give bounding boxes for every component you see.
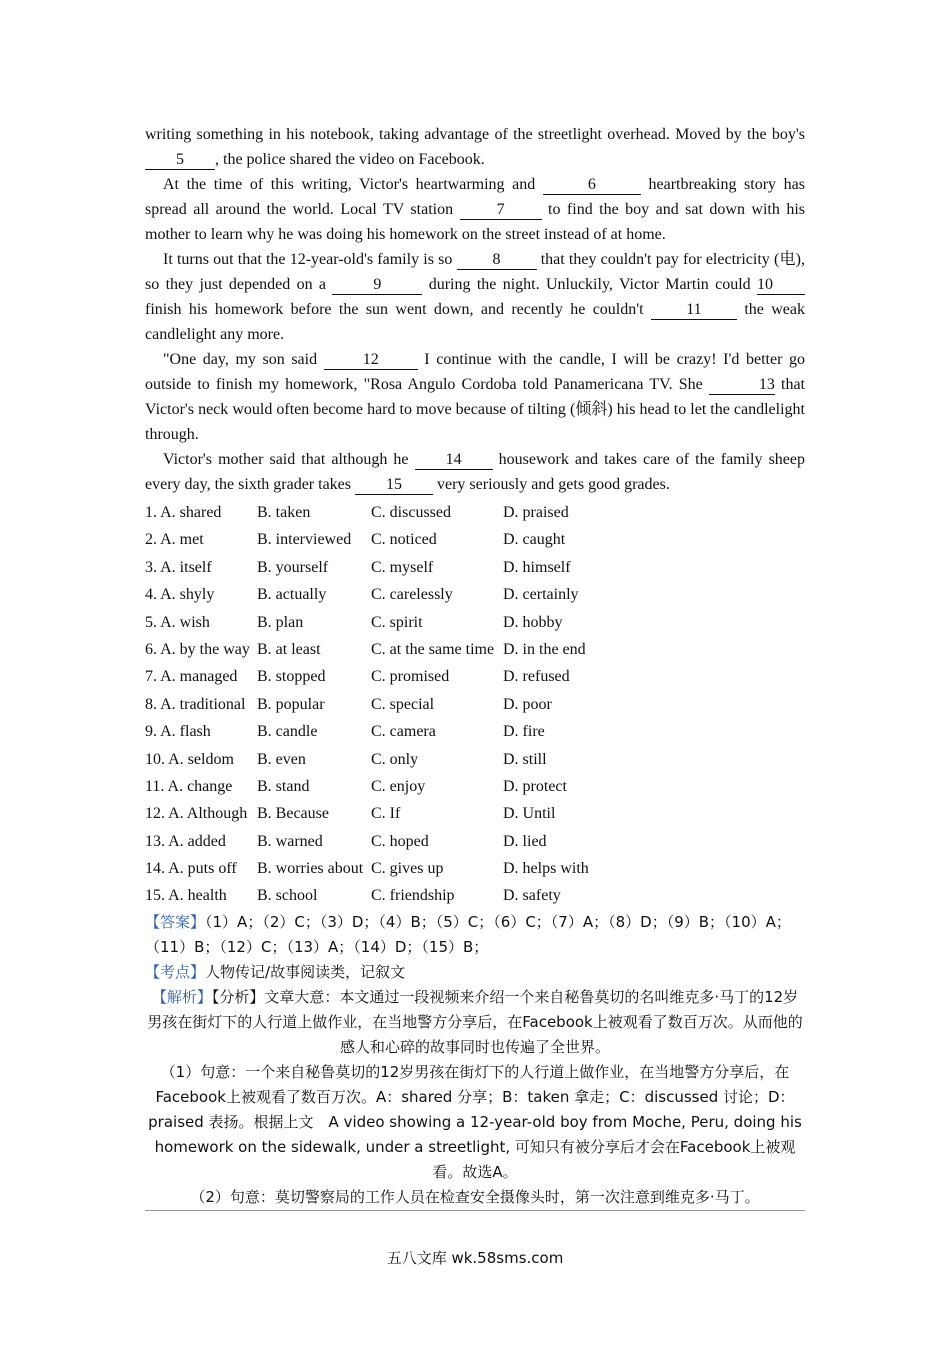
blank-7: 7 bbox=[460, 201, 542, 220]
passage-text: "One day, my son said bbox=[163, 351, 324, 368]
option-b: B. yourself bbox=[257, 558, 329, 576]
blank-11: 11 bbox=[651, 301, 737, 320]
blank-5: 5 bbox=[145, 151, 215, 170]
option-d: D. himself bbox=[503, 558, 571, 576]
option-b: B. plan bbox=[257, 613, 304, 631]
question-list bbox=[145, 499, 805, 910]
blank-13: 13 bbox=[709, 376, 775, 395]
option-d: D. praised bbox=[503, 504, 569, 521]
page-footer: 五八文库 wk.58sms.com bbox=[386, 1249, 564, 1267]
option-b: B. warned bbox=[257, 832, 323, 850]
option-a: 6. A. by the way bbox=[145, 640, 250, 658]
blank-10: 10 bbox=[757, 276, 805, 295]
option-c: C. discussed bbox=[371, 504, 451, 521]
question-row bbox=[145, 691, 805, 718]
option-b: B. stand bbox=[257, 777, 310, 795]
option-d: D. protect bbox=[503, 777, 567, 795]
document-body bbox=[145, 122, 805, 1210]
option-a: 9. A. flash bbox=[145, 723, 211, 741]
option-c: C. enjoy bbox=[371, 777, 426, 795]
passage-text: housework and takes care of the family sheep every day, the sixth grader takes bbox=[145, 451, 806, 493]
option-c: C. only bbox=[371, 750, 419, 768]
passage-paragraph-5 bbox=[145, 447, 805, 497]
blank-8: 8 bbox=[457, 251, 537, 270]
question-row bbox=[145, 882, 805, 909]
option-c: C. noticed bbox=[371, 531, 437, 549]
question-row bbox=[145, 554, 805, 581]
passage-text: finish his homework before the sun went down, and recently he couldn't bbox=[145, 301, 651, 318]
question-row bbox=[145, 746, 805, 773]
option-d: D. refused bbox=[503, 668, 570, 686]
option-c: C. special bbox=[371, 695, 435, 713]
option-b: B. even bbox=[257, 750, 306, 768]
option-d: D. poor bbox=[503, 695, 552, 713]
question-row bbox=[145, 636, 805, 663]
option-c: C. carelessly bbox=[371, 586, 453, 604]
passage-text: writing something in his notebook, taking advantage of the streetlight overhead. Moved by the boy's bbox=[145, 126, 805, 143]
question-row bbox=[145, 499, 805, 526]
option-c: C. hoped bbox=[371, 832, 429, 850]
passage-paragraph-3 bbox=[145, 247, 805, 347]
analysis-q1-text: （1）句意：一个来自秘鲁莫切的12岁男孩在街灯下的人行道上做作业，在当地警方分享后，在Facebook上被观看了数百万次。A：shared 分享；B：taken 拿走；C：discussed 讨论；D：praised 表扬。根据上文 A video showing a 12-year-old boy from Moche, Peru, doing his homework on the sidewalk, under a streetlight, 可知只有被分享后才会在Facebook上被观看。故选A。 bbox=[148, 1062, 802, 1181]
option-a: 4. A. shyly bbox=[145, 586, 215, 604]
option-b: B. stopped bbox=[257, 668, 326, 686]
option-a: 2. A. met bbox=[145, 531, 204, 549]
passage-text: to find the boy and sat down with his mother to learn why he was doing his homework on the street instead of at home. bbox=[145, 201, 806, 243]
option-a: 8. A. traditional bbox=[145, 695, 246, 713]
option-d: D. lied bbox=[503, 832, 547, 850]
option-d: D. certainly bbox=[503, 586, 579, 604]
option-d: D. still bbox=[503, 750, 547, 768]
question-row bbox=[145, 581, 805, 608]
option-d: D. in the end bbox=[503, 640, 586, 658]
kaodian-text: 人物传记/故事阅读类，记叙文 bbox=[205, 962, 406, 981]
passage-paragraph-2 bbox=[145, 172, 805, 247]
option-d: D. Until bbox=[503, 805, 556, 823]
analysis-text: 【分析】文章大意：本文通过一段视频来介绍一个来自秘鲁莫切的名叫维克多·马丁的12岁男孩在街灯下的人行道上做作业，在当地警方分享后，在Facebook上被观看了数百万次。从而他的感人和心碎的故事同时也传遍了全世界。 bbox=[147, 987, 803, 1056]
option-a: 3. A. itself bbox=[145, 558, 212, 576]
footer-divider bbox=[145, 1210, 805, 1211]
option-b: B. candle bbox=[257, 723, 318, 741]
option-b: B. popular bbox=[257, 695, 325, 713]
option-b: B. taken bbox=[257, 504, 311, 521]
answer-section bbox=[145, 910, 805, 960]
passage-text: heartbreaking story has spread all around the world. Local TV station bbox=[145, 176, 806, 218]
option-d: D. safety bbox=[503, 887, 561, 905]
option-c: C. camera bbox=[371, 723, 436, 741]
kaodian-label: 【考点】 bbox=[145, 962, 206, 981]
passage-text: , the police shared the video on Facebook. bbox=[215, 151, 485, 168]
option-c: C. If bbox=[371, 805, 401, 823]
answer-text: （1）A；（2）C；（3）D；（4）B；（5）C；（6）C；（7）A；（8）D；（9）B；（10）A；（11）B；（12）C；（13）A；（14）D；（15）B； bbox=[145, 912, 791, 956]
option-d: D. caught bbox=[503, 531, 566, 549]
option-d: D. helps with bbox=[503, 860, 589, 878]
question-row bbox=[145, 718, 805, 745]
passage-text: I continue with the candle, I will be crazy! I'd better go outside to finish my homework, "Rosa Angulo Cordoba told Panamericana TV. She bbox=[145, 351, 805, 393]
blank-15: 15 bbox=[355, 476, 433, 495]
option-a: 11. A. change bbox=[145, 777, 233, 795]
option-a: 12. A. Although bbox=[145, 805, 248, 823]
blank-9: 9 bbox=[332, 276, 422, 295]
option-a: 1. A. shared bbox=[145, 504, 222, 521]
passage-text: that they couldn't pay for electricity (电), so they just depended on a bbox=[145, 251, 806, 293]
blank-6: 6 bbox=[543, 176, 641, 195]
passage-text: Victor's mother said that although he bbox=[163, 451, 415, 468]
analysis-q1 bbox=[145, 1060, 805, 1185]
passage-text: during the night. Unluckily, Victor Martin could bbox=[422, 276, 757, 293]
option-b: B. worries about bbox=[257, 860, 364, 878]
option-a: 13. A. added bbox=[145, 832, 226, 850]
option-a: 14. A. puts off bbox=[145, 860, 237, 878]
passage-text: At the time of this writing, Victor's heartwarming and bbox=[163, 176, 543, 193]
question-row bbox=[145, 773, 805, 800]
jiexi-label: 【解析】 bbox=[151, 987, 212, 1006]
passage-paragraph-1 bbox=[145, 122, 805, 172]
option-b: B. at least bbox=[257, 640, 321, 658]
question-row bbox=[145, 828, 805, 855]
analysis-summary bbox=[145, 985, 805, 1060]
kaodian-section bbox=[145, 960, 805, 985]
option-d: D. hobby bbox=[503, 613, 563, 631]
passage-text: the weak candlelight any more. bbox=[145, 301, 805, 343]
option-c: C. myself bbox=[371, 558, 434, 576]
option-a: 7. A. managed bbox=[145, 668, 238, 686]
analysis-q2-text: （2）句意：莫切警察局的工作人员在检查安全摄像头时，第一次注意到维克多·马丁。 bbox=[190, 1187, 760, 1206]
option-b: B. school bbox=[257, 887, 318, 905]
option-b: B. interviewed bbox=[257, 531, 352, 549]
option-a: 10. A. seldom bbox=[145, 750, 234, 768]
question-row bbox=[145, 526, 805, 553]
passage-text: It turns out that the 12-year-old's family is so bbox=[163, 251, 457, 268]
passage-text: very seriously and gets good grades. bbox=[433, 476, 670, 493]
blank-12: 12 bbox=[324, 351, 418, 370]
answer-label: 【答案】 bbox=[145, 912, 206, 931]
option-c: C. friendship bbox=[371, 887, 455, 905]
blank-14: 14 bbox=[415, 451, 493, 470]
option-c: C. at the same time bbox=[371, 640, 495, 658]
option-c: C. gives up bbox=[371, 860, 444, 878]
question-row bbox=[145, 855, 805, 882]
option-c: C. spirit bbox=[371, 613, 423, 631]
passage-text: that Victor's neck would often become hard to move because of tilting (倾斜) his head to let the candlelight through. bbox=[145, 376, 805, 443]
passage-paragraph-4 bbox=[145, 347, 805, 447]
question-row bbox=[145, 609, 805, 636]
option-a: 15. A. health bbox=[145, 887, 227, 905]
option-c: C. promised bbox=[371, 668, 450, 686]
analysis-q2 bbox=[145, 1185, 805, 1210]
question-row bbox=[145, 800, 805, 827]
option-a: 5. A. wish bbox=[145, 613, 210, 631]
option-b: B. actually bbox=[257, 586, 327, 604]
question-row bbox=[145, 663, 805, 690]
option-d: D. fire bbox=[503, 723, 545, 741]
option-b: B. Because bbox=[257, 805, 329, 823]
